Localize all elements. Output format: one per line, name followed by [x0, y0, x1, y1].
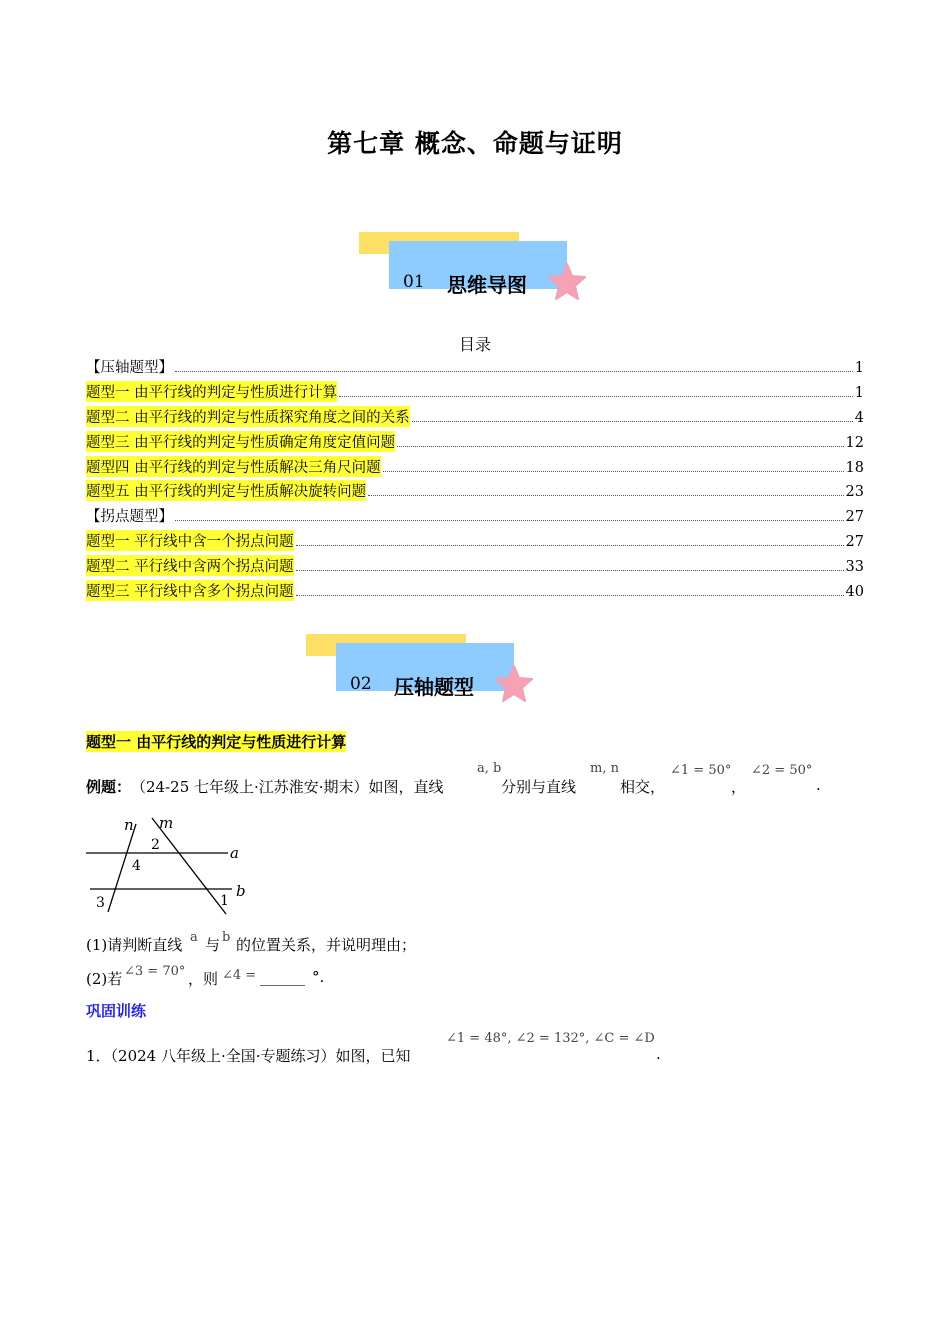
- question-2-text: (2)若: [86, 970, 123, 988]
- example-comma: ，: [731, 778, 747, 796]
- toc-entry[interactable]: [86, 580, 864, 602]
- toc-entry[interactable]: [86, 555, 864, 577]
- answer-blank[interactable]: ______: [260, 968, 305, 986]
- toc-entry-page: 23: [845, 484, 864, 500]
- geometry-figure: [86, 812, 256, 918]
- example-text: （24-25 七年级上·江苏淮安·期末）如图，直线: [131, 778, 444, 796]
- toc-entry[interactable]: [86, 530, 864, 552]
- toc-entry-text: 题型三 平行线中含多个拐点问题: [86, 580, 294, 601]
- toc-entry-page: 4: [854, 410, 864, 426]
- toc-entry-text: 题型三 由平行线的判定与性质确定角度定值问题: [86, 431, 395, 452]
- label-angle-2: 2: [151, 837, 160, 853]
- example-text: 相交，: [620, 778, 666, 796]
- toc-entry-page: 33: [845, 559, 864, 575]
- toc-entry[interactable]: [86, 456, 864, 478]
- label-b: b: [236, 882, 246, 900]
- math-angle4: ∠4 =: [222, 968, 257, 983]
- star-icon: [494, 664, 534, 704]
- label-a: a: [230, 844, 239, 862]
- label-angle-3: 3: [96, 895, 105, 911]
- toc-entry-text: 题型四 由平行线的判定与性质解决三角尺问题: [86, 456, 381, 477]
- math-angle2: ∠2 = 50°: [751, 763, 813, 778]
- toc-entry-text: 题型五 由平行线的判定与性质解决旋转问题: [86, 480, 366, 501]
- practice-heading: 巩固训练: [86, 1002, 147, 1020]
- banner-number: 01: [403, 272, 425, 292]
- toc-entry[interactable]: [86, 381, 864, 403]
- banner-label: 思维导图: [447, 273, 527, 297]
- toc-entry-text: 【拐点题型】: [86, 509, 173, 525]
- math-angle3: ∠3 = 70°: [124, 964, 186, 979]
- toc-entry-text: 题型一 由平行线的判定与性质进行计算: [86, 381, 337, 402]
- math-ab: a, b: [477, 761, 502, 776]
- example-text: 分别与直线: [501, 778, 577, 796]
- section-banner-mindmap: [359, 232, 589, 312]
- label-m: m: [159, 814, 174, 832]
- toc-entry[interactable]: [86, 480, 864, 502]
- section-heading: 题型一 由平行线的判定与性质进行计算: [86, 733, 347, 751]
- toc-entry[interactable]: [86, 356, 864, 378]
- math-practice-1: ∠1 = 48°, ∠2 = 132°, ∠C = ∠D: [446, 1031, 655, 1046]
- practice-1-text: 1．（2024 八年级上·全国·专题练习）如图，已知: [86, 1047, 411, 1065]
- section-banner-hard: [306, 634, 536, 714]
- question-2-text: ，则: [188, 970, 219, 988]
- math-b: b: [222, 930, 231, 945]
- toc-entry-text: 题型一 平行线中含一个拐点问题: [86, 530, 294, 551]
- toc-entry[interactable]: [86, 505, 864, 527]
- question-2-text: °.: [312, 968, 325, 986]
- question-1-text: (1)请判断直线: [86, 936, 183, 954]
- toc-entry-page: 1: [854, 385, 864, 401]
- question-1-text: 的位置关系，并说明理由；: [236, 936, 417, 954]
- toc-entry-page: 40: [845, 584, 864, 600]
- toc-entry-text: 【压轴题型】: [86, 360, 173, 376]
- toc-entry-page: 1: [854, 360, 864, 376]
- math-angle1: ∠1 = 50°: [670, 763, 732, 778]
- practice-1-period: .: [656, 1045, 661, 1063]
- toc-entry-page: 27: [845, 509, 864, 525]
- example-period: .: [816, 776, 821, 794]
- label-angle-4: 4: [132, 858, 141, 874]
- page-title: 第七章 概念、命题与证明: [327, 129, 623, 158]
- question-1-text: 与: [205, 936, 221, 954]
- toc-entry-page: 27: [845, 534, 864, 550]
- math-mn: m, n: [590, 761, 619, 776]
- math-a: a: [190, 930, 198, 945]
- label-n: n: [124, 816, 134, 834]
- banner-number: 02: [350, 674, 372, 694]
- toc-entry-page: 18: [845, 460, 864, 476]
- toc-entry-text: 题型二 由平行线的判定与性质探究角度之间的关系: [86, 406, 410, 427]
- example-label: 例题：: [86, 778, 132, 796]
- toc-entry[interactable]: [86, 406, 864, 428]
- toc-title: 目录: [458, 335, 491, 354]
- toc-entry-page: 12: [845, 435, 864, 451]
- banner-label: 压轴题型: [394, 675, 474, 699]
- toc-entry[interactable]: [86, 431, 864, 453]
- star-icon: [547, 262, 587, 302]
- label-angle-1: 1: [220, 893, 229, 909]
- toc-entry-text: 题型二 平行线中含两个拐点问题: [86, 555, 294, 576]
